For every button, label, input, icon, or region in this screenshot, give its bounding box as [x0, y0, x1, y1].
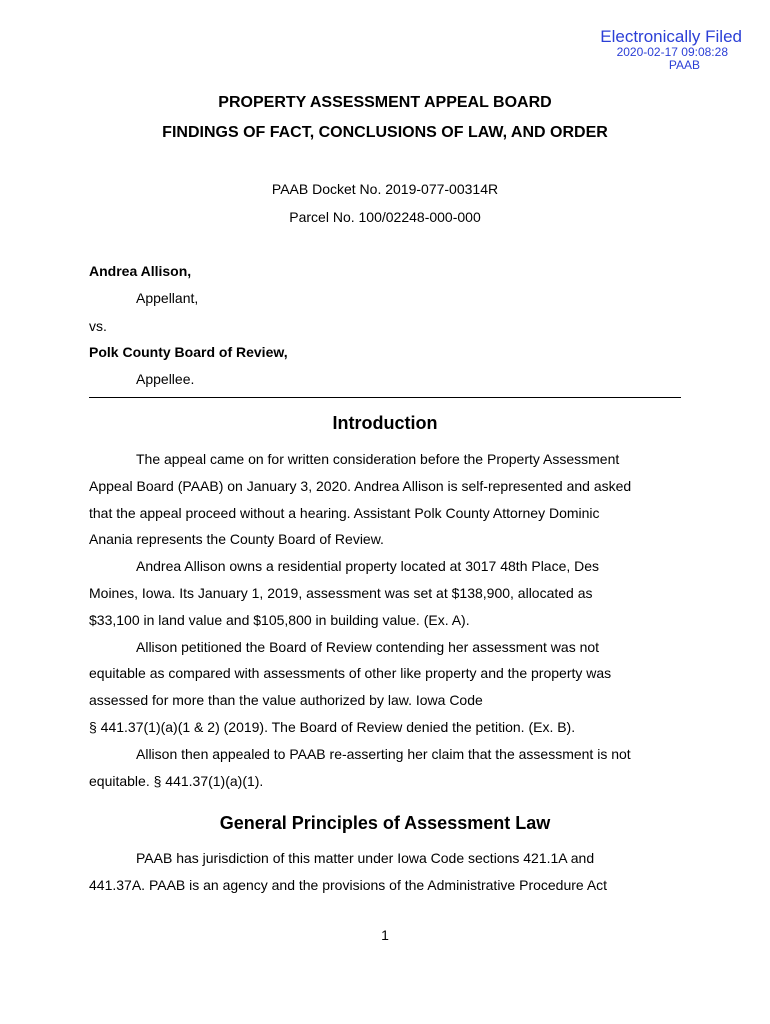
appellant-role: Appellant, [136, 290, 199, 306]
caption-divider [89, 397, 681, 398]
introduction-body [89, 446, 689, 794]
text-line: Moines, Iowa. Its January 1, 2019, assessment was set at $138,900, allocated as [89, 584, 593, 601]
filing-stamp-agency: PAAB [668, 58, 700, 72]
text-line: Anania represents the County Board of Review. [89, 531, 384, 548]
general-principles-body [89, 845, 689, 899]
text-line: Allison then appealed to PAAB re-asserting her claim that the assessment is not [136, 745, 631, 762]
parcel-number: Parcel No. 100/02248-000-000 [289, 209, 481, 225]
docket-number: PAAB Docket No. 2019-077-00314R [271, 181, 499, 197]
versus-label: vs. [89, 318, 107, 334]
text-line: 441.37A. PAAB is an agency and the provisions of the Administrative Procedure Act [89, 876, 608, 893]
text-line: The appeal came on for written consideration before the Property Assessment [136, 451, 620, 467]
text-line: assessed for more than the value authorized by law. Iowa Code [89, 692, 483, 709]
text-line: that the appeal proceed without a hearing. Assistant Polk County Attorney Dominic [89, 504, 600, 521]
appellant-name: Andrea Allison, [89, 263, 192, 279]
filing-stamp-label: Electronically Filed [600, 27, 742, 46]
general-principles-heading: General Principles of Assessment Law [219, 813, 551, 833]
filing-stamp-datetime: 2020-02-17 09:08:28 [616, 45, 728, 59]
electronic-filing-stamp [542, 27, 742, 72]
text-line: equitable. § 441.37(1)(a)(1). [89, 772, 264, 789]
text-line: Appeal Board (PAAB) on January 3, 2020. Andrea Allison is self-represented and asked [89, 477, 632, 494]
text-line: Andrea Allison owns a residential property located at 3017 48th Place, Des [136, 558, 600, 575]
text-line: Allison petitioned the Board of Review contending her assessment was not [136, 638, 600, 655]
document-title: FINDINGS OF FACT, CONCLUSIONS OF LAW, AND ORDER [162, 124, 608, 141]
text-line: $33,100 in land value and $105,800 in building value. (Ex. A). [89, 611, 470, 628]
introduction-heading: Introduction [332, 413, 438, 433]
page-number: 1 [381, 927, 389, 943]
text-line: PAAB has jurisdiction of this matter under Iowa Code sections 421.1A and [136, 850, 595, 866]
text-line: equitable as compared with assessments of other like property and the property was [89, 665, 612, 682]
appellee-name: Polk County Board of Review, [89, 344, 288, 360]
appellee-role: Appellee. [136, 371, 195, 387]
text-line: § 441.37(1)(a)(1 & 2) (2019). The Board of Review denied the petition. (Ex. B). [89, 718, 576, 735]
board-title: PROPERTY ASSESSMENT APPEAL BOARD [218, 94, 552, 111]
